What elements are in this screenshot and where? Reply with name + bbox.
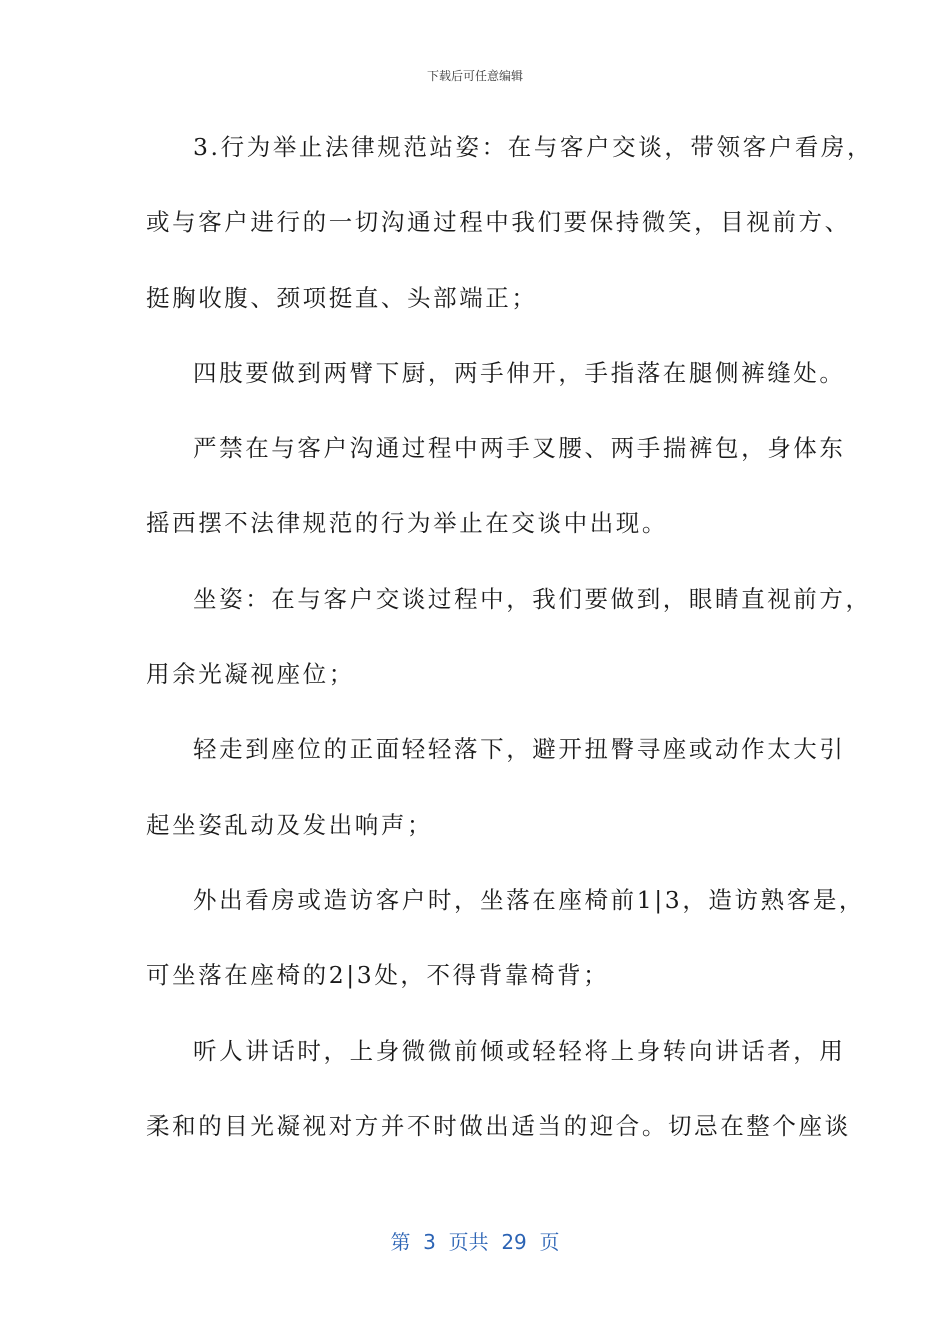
text-line-3: 挺胸收腹、颈项挺直、头部端正； [146,283,538,312]
text-line-6: 摇西摆不法律规范的行为举止在交谈中出现。 [146,509,668,538]
text-line-8: 用余光凝视座位； [146,660,355,689]
text-line-5: 严禁在与客户沟通过程中两手叉腰、两手揣裤包，身体东 [193,434,846,463]
text-line-11: 外出看房或造访客户时，坐落在座椅前1|3，造访熟客是， [193,885,866,914]
text-line-2: 或与客户进行的一切沟通过程中我们要保持微笑，目视前方、 [146,208,851,237]
text-line-12: 可坐落在座椅的2|3处，不得背靠椅背； [146,961,610,990]
header-note: 下载后可任意编辑 [426,69,523,83]
text-line-7: 坐姿：在与客户交谈过程中，我们要做到，眼睛直视前方， [193,584,872,613]
text-line-13: 听人讲话时，上身微微前倾或轻轻将上身转向讲话者，用 [193,1036,846,1065]
text-line-9: 轻走到座位的正面轻轻落下，避开扭臀寻座或动作太大引 [193,735,846,764]
page-number-footer: 第 3 页共 29 页 [390,1230,560,1254]
text-line-1: 3.行为举止法律规范站姿：在与客户交谈，带领客户看房， [193,133,874,161]
text-line-10: 起坐姿乱动及发出响声； [146,810,434,839]
text-line-4: 四肢要做到两臂下厨，两手伸开，手指落在腿侧裤缝处。 [193,358,846,387]
document-body [146,126,874,1180]
text-line-14: 柔和的目光凝视对方并不时做出适当的迎合。切忌在整个座谈 [146,1111,851,1140]
